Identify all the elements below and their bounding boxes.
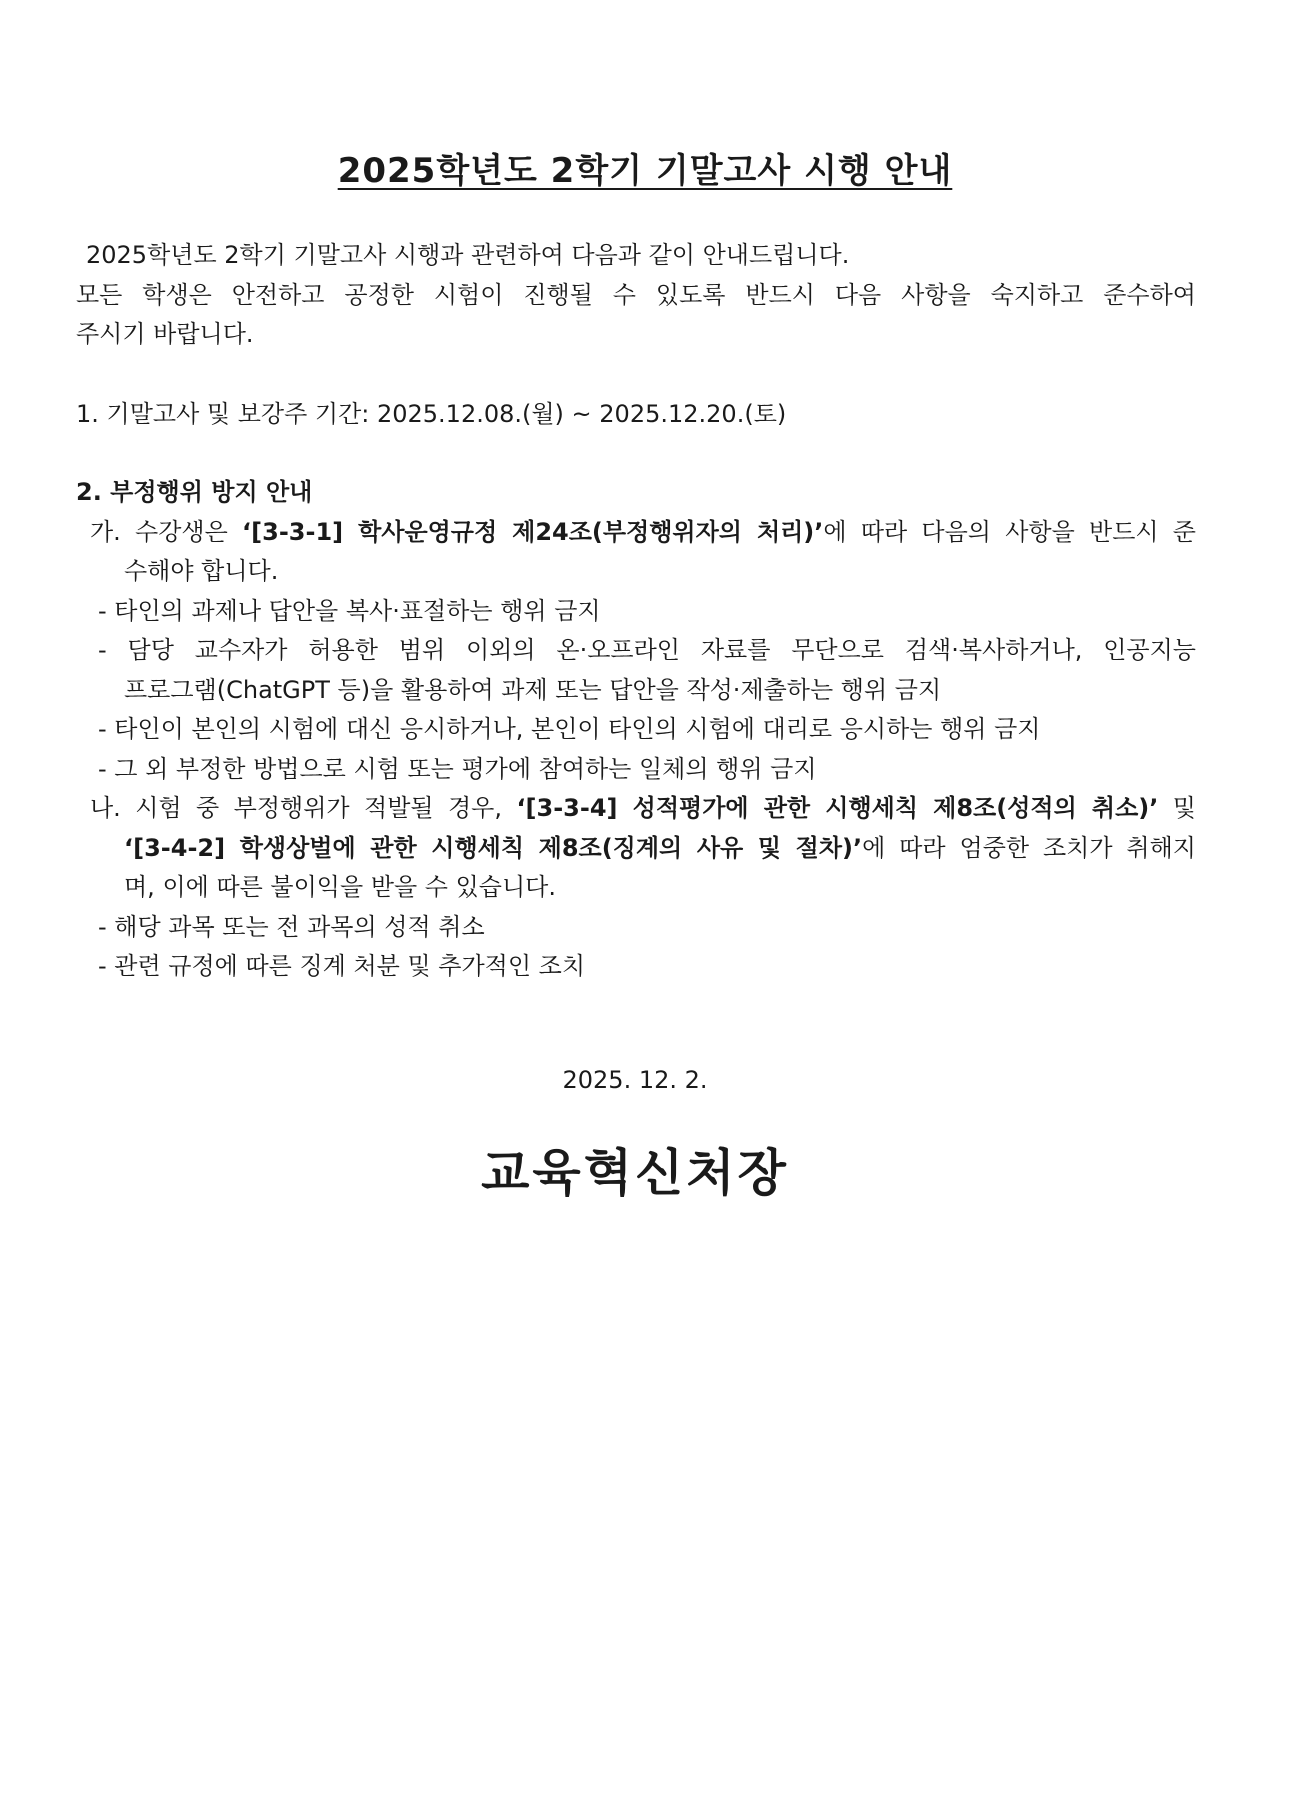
issuer-signature: 교육혁신처장 xyxy=(481,1144,789,1202)
item-na-prefix: 나. 시험 중 부정행위가 적발될 경우, xyxy=(90,794,517,822)
section-2-heading: 2. 부정행위 방지 안내 xyxy=(76,478,313,506)
item-na-cont: 며, 이에 따른 불이익을 받을 수 있습니다. xyxy=(124,873,556,901)
intro-line-2: 모든 학생은 안전하고 공정한 시험이 진행될 수 있도록 반드시 다음 사항을 숙지하고 준수하여 xyxy=(76,280,1196,309)
item-ga xyxy=(76,513,1196,553)
item-na-mid: 및 xyxy=(1158,794,1196,822)
item-ga-suffix: 에 따라 다음의 사항을 반드시 준 xyxy=(823,517,1196,546)
section-2-misconduct xyxy=(76,473,1196,987)
intro-paragraph xyxy=(76,236,1196,355)
ga-rule-2: - 담당 교수자가 허용한 범위 이외의 온·오프라인 자료를 무단으로 검색·복사하거나, 인공지능 xyxy=(98,636,1196,664)
title-text: 2025학년도 2학기 기말고사 시행 안내 xyxy=(337,151,953,191)
item-na-suffix: 에 따라 엄중한 조치가 취해지 xyxy=(862,833,1196,862)
regulation-ref-3-4-2: ‘[3-4-2] 학생상벌에 관한 시행세칙 제8조(징계의 사유 및 절차)’ xyxy=(124,833,863,862)
intro-line-3: 주시기 바랍니다. xyxy=(76,320,254,348)
na-rule-2: - 관련 규정에 따른 징계 처분 및 추가적인 조치 xyxy=(98,952,586,980)
item-na xyxy=(76,789,1196,829)
ga-rule-3: - 타인이 본인의 시험에 대신 응시하거나, 본인이 타인의 시험에 대리로 응시하는 행위 금지 xyxy=(98,715,1041,743)
document-date: 2025. 12. 2. xyxy=(562,1066,708,1094)
ga-rule-1: - 타인의 과제나 답안을 복사·표절하는 행위 금지 xyxy=(98,596,601,625)
item-ga-prefix: 가. 수강생은 xyxy=(90,517,243,546)
section-1-text: 1. 기말고사 및 보강주 기간: 2025.12.08.(월) ~ 2025.12.20.(토) xyxy=(76,400,787,428)
section-1-period xyxy=(76,395,1196,435)
intro-line-1: 2025학년도 2학기 기말고사 시행과 관련하여 다음과 같이 안내드립니다. xyxy=(86,241,850,269)
item-na-line-2 xyxy=(76,829,1196,869)
na-rule-1: - 해당 과목 또는 전 과목의 성적 취소 xyxy=(98,912,485,941)
document-title xyxy=(0,143,1290,192)
item-ga-cont: 수해야 합니다. xyxy=(124,557,279,585)
regulation-ref-3-3-4: ‘[3-3-4] 성적평가에 관한 시행세칙 제8조(성적의 취소)’ xyxy=(516,794,1159,822)
ga-rule-2-cont: 프로그램(ChatGPT 등)을 활용하여 과제 또는 답안을 작성·제출하는 행위 금지 xyxy=(124,675,942,704)
ga-rule-4: - 그 외 부정한 방법으로 시험 또는 평가에 참여하는 일체의 행위 금지 xyxy=(98,754,817,783)
regulation-ref-3-3-1: ‘[3-3-1] 학사운영규정 제24조(부정행위자의 처리)’ xyxy=(242,517,824,546)
